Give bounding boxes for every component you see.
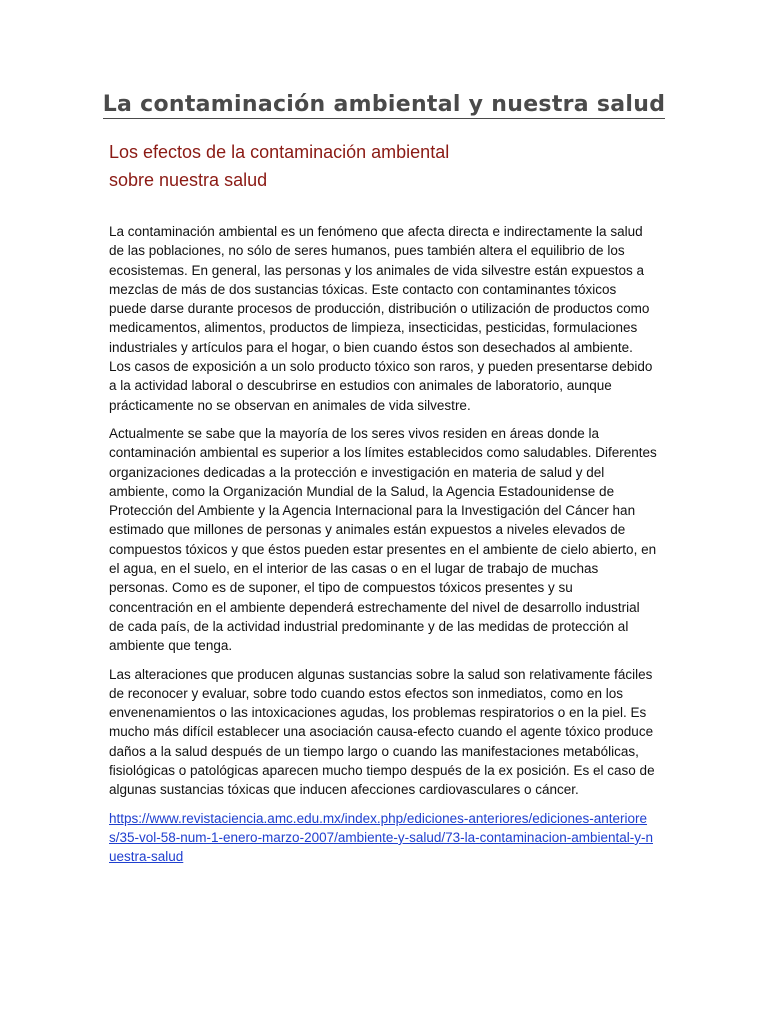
page-title: [0, 88, 768, 122]
source-link[interactable]: https://www.revistaciencia.amc.edu.mx/index.php/ediciones-anteriores/ediciones-anteriores/35-vol-58-num-1-enero-marzo-2007/ambiente-y-salud/73-la-contaminacion-ambiental-y-nuestra-salud: [109, 810, 653, 865]
page-title-text: La contaminación ambiental y nuestra salud: [102, 92, 666, 117]
paragraph-3: Las alteraciones que producen algunas sustancias sobre la salud son relativamente fáciles de reconocer y evaluar, sobre todo cuando estos efectos son inmediatos, como en los envenenamientos o las intoxicaciones agudas, los problemas respiratorios o en la piel. Es mucho más difícil establecer una asociación causa-efecto cuando el agente tóxico produce daños a la salud después de un tiempo largo o cuando las manifestaciones metabólicas, fisiológicas o patológicas aparecen mucho tiempo después de la ex posición. Es el caso de algunas sustancias tóxicas que inducen afecciones cardiovasculares o cáncer.: [109, 666, 655, 798]
paragraph-1: La contaminación ambiental es un fenómeno que afecta directa e indirectamente la salud de las poblaciones, no sólo de seres humanos, pues también altera el equilibrio de los ecosistemas. En general, las personas y los animales de vida silvestre están expuestos a mezclas de más de dos sustancias tóxicas. Este contacto con contaminantes tóxicos puede darse durante procesos de producción, distribución o utilización de productos como medicamentos, alimentos, productos de limpieza, insecticidas, pesticidas, formulaciones industriales y artículos para el hogar, o bien cuando éstos son desechados al ambiente. Los casos de exposición a un solo producto tóxico son raros, y pueden presentarse debido a la actividad laboral o descubrirse en estudios con animales de laboratorio, aunque prácticamente no se observan en animales de vida silvestre.: [109, 224, 653, 413]
subtitle-line-1: Los efectos de la contaminación ambiental: [109, 142, 450, 162]
subtitle-line-2: sobre nuestra salud: [109, 170, 268, 190]
source-link-paragraph: [109, 809, 657, 867]
paragraph-2: Actualmente se sabe que la mayoría de los seres vivos residen en áreas donde la contaminación ambiental es superior a los límites establecidos como saludables. Diferentes organizaciones dedicadas a la protección e investigación en materia de salud y del ambiente, como la Organización Mundial de la Salud, la Agencia Estadounidense de Protección del Ambiente y la Agencia Internacional para la Investigación del Cáncer han estimado que millones de personas y animales están expuestos a niveles elevados de compuestos tóxicos y que éstos pueden estar presentes en el ambiente de cielo abierto, en el agua, en el suelo, en el interior de las casas o en el lugar de trabajo de muchas personas. Como es de suponer, el tipo de compuestos tóxicos presentes y su concentración en el ambiente dependerá estrechamente del nivel de desarrollo industrial de cada país, de la actividad industrial predominante y de las medidas de protección al ambiente que tenga.: [109, 425, 657, 654]
article-body: [109, 222, 657, 876]
section-subtitle: [109, 138, 669, 194]
